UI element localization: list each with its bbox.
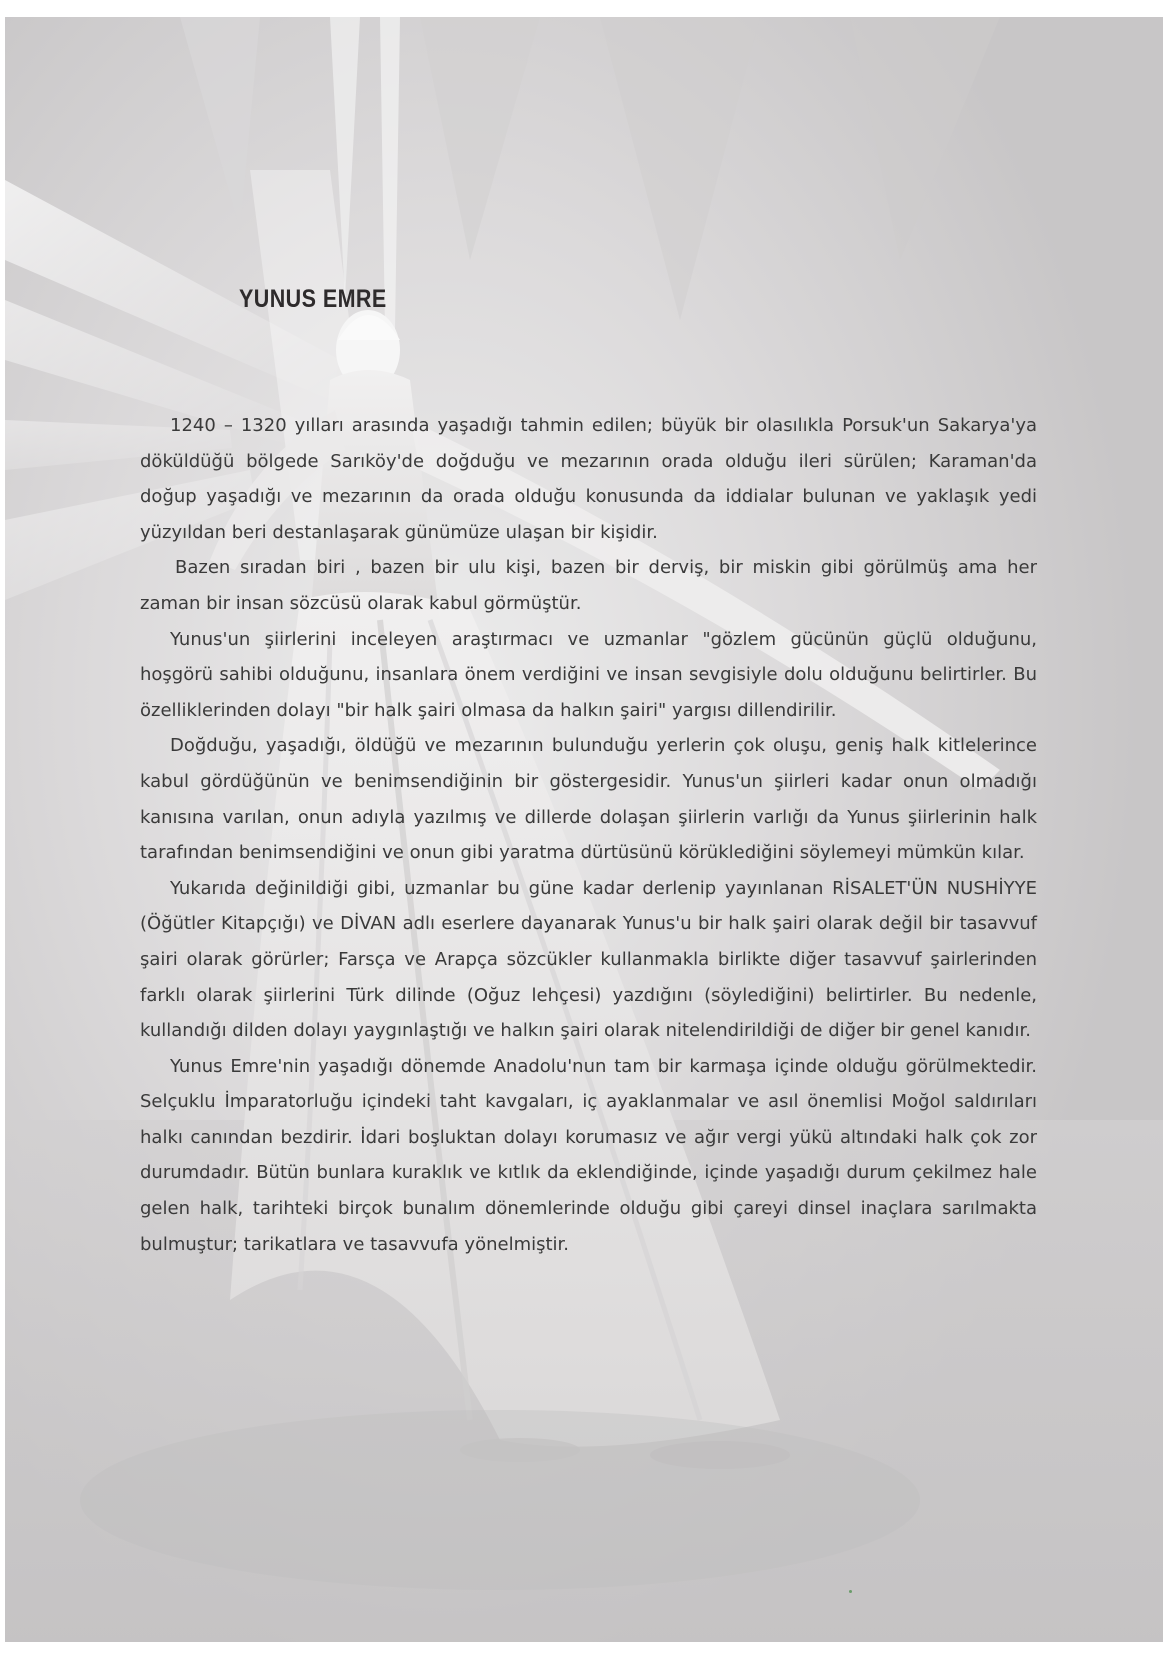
paragraph-3: Yunus'un şiirlerini inceleyen araştırmacı ve uzmanlar "gözlem gücünün güçlü olduğunu, hoşgörü sahibi olduğunu, insanlara önem verdiğini ve insan sevgisiyle dolu olduğunu belirtirler. Bu özelliklerinden dolayı "bir halk şairi olmasa da halkın şairi" yargısı dillendirilir. [140, 628, 1037, 721]
print-speck [849, 1590, 852, 1593]
paragraph-5: Yukarıda değinildiği gibi, uzmanlar bu güne kadar derlenip yayınlanan RİSALET'ÜN NUSHİYYE (Öğütler Kitapçığı) ve DİVAN adlı eserlere dayanarak Yunus'u bir halk şairi olarak değil bir tasavvuf şairi olarak görürler; Farsça ve Arapça sözcükler kullanmakla birlikte diğer tasavvuf şairlerinden farklı olarak şiirlerini Türk dilinde (Oğuz lehçesi) yazdığını (söylediğini) belirtirler. Bu nedenle, kullandığı dilden dolayı yaygınlaştığı ve halkın şairi olarak nitelendirildiği de diğer bir genel kanıdır. [140, 877, 1037, 1042]
paragraph-1: 1240 – 1320 yılları arasında yaşadığı tahmin edilen; büyük bir olasılıkla Porsuk'un Sakarya'ya döküldüğü bölgede Sarıköy'de doğduğu ve mezarının orada olduğu ileri sürülen; Karaman'da doğup yaşadığı ve mezarının da orada olduğu konusunda da iddialar bulunan ve yaklaşık yedi yüzyıldan beri destanlaşarak günümüze ulaşan bir kişidir. [140, 415, 1037, 543]
paragraph-2: Bazen sıradan biri , bazen bir ulu kişi, bazen bir derviş, bir miskin gibi görülmüş ama her zaman bir insan sözcüsü olarak kabul görmüştür. [140, 557, 1037, 614]
document-body [140, 408, 1037, 1262]
document-title: YUNUS EMRE [239, 285, 387, 313]
paragraph-4: Doğduğu, yaşadığı, öldüğü ve mezarının bulunduğu yerlerin çok oluşu, geniş halk kitlelerince kabul gördüğünün ve benimsendiğinin bir göstergesidir. Yunus'un şiirleri kadar onun olmadığı kanısına varılan, onun adıyla yazılmış ve dillerde dolaşan şiirlerin varlığı da Yunus şiirlerinin halk tarafından benimsendiğini ve onun gibi yaratma dürtüsünü körüklediğini söylemeyi mümkün kılar. [140, 735, 1037, 864]
paragraph-6: Yunus Emre'nin yaşadığı dönemde Anadolu'nun tam bir karmaşa içinde olduğu görülmektedir. Selçuklu İmparatorluğu içindeki taht kavgaları, iç ayaklanmalar ve asıl önemlisi Moğol saldırıları halkı canından bezdirir. İdari boşluktan dolayı korumasız ve ağır vergi yükü altındaki halk çok zor durumdadır. Bütün bunlara kuraklık ve kıtlık da eklendiğinde, içinde yaşadığı durum çekilmez hale gelen halk, tarihteki birçok bunalım dönemlerinde olduğu gibi çareyi dinsel inaçlara sarılmakta bulmuştur; tarikatlara ve tasavvufa yönelmiştir. [140, 1055, 1037, 1255]
